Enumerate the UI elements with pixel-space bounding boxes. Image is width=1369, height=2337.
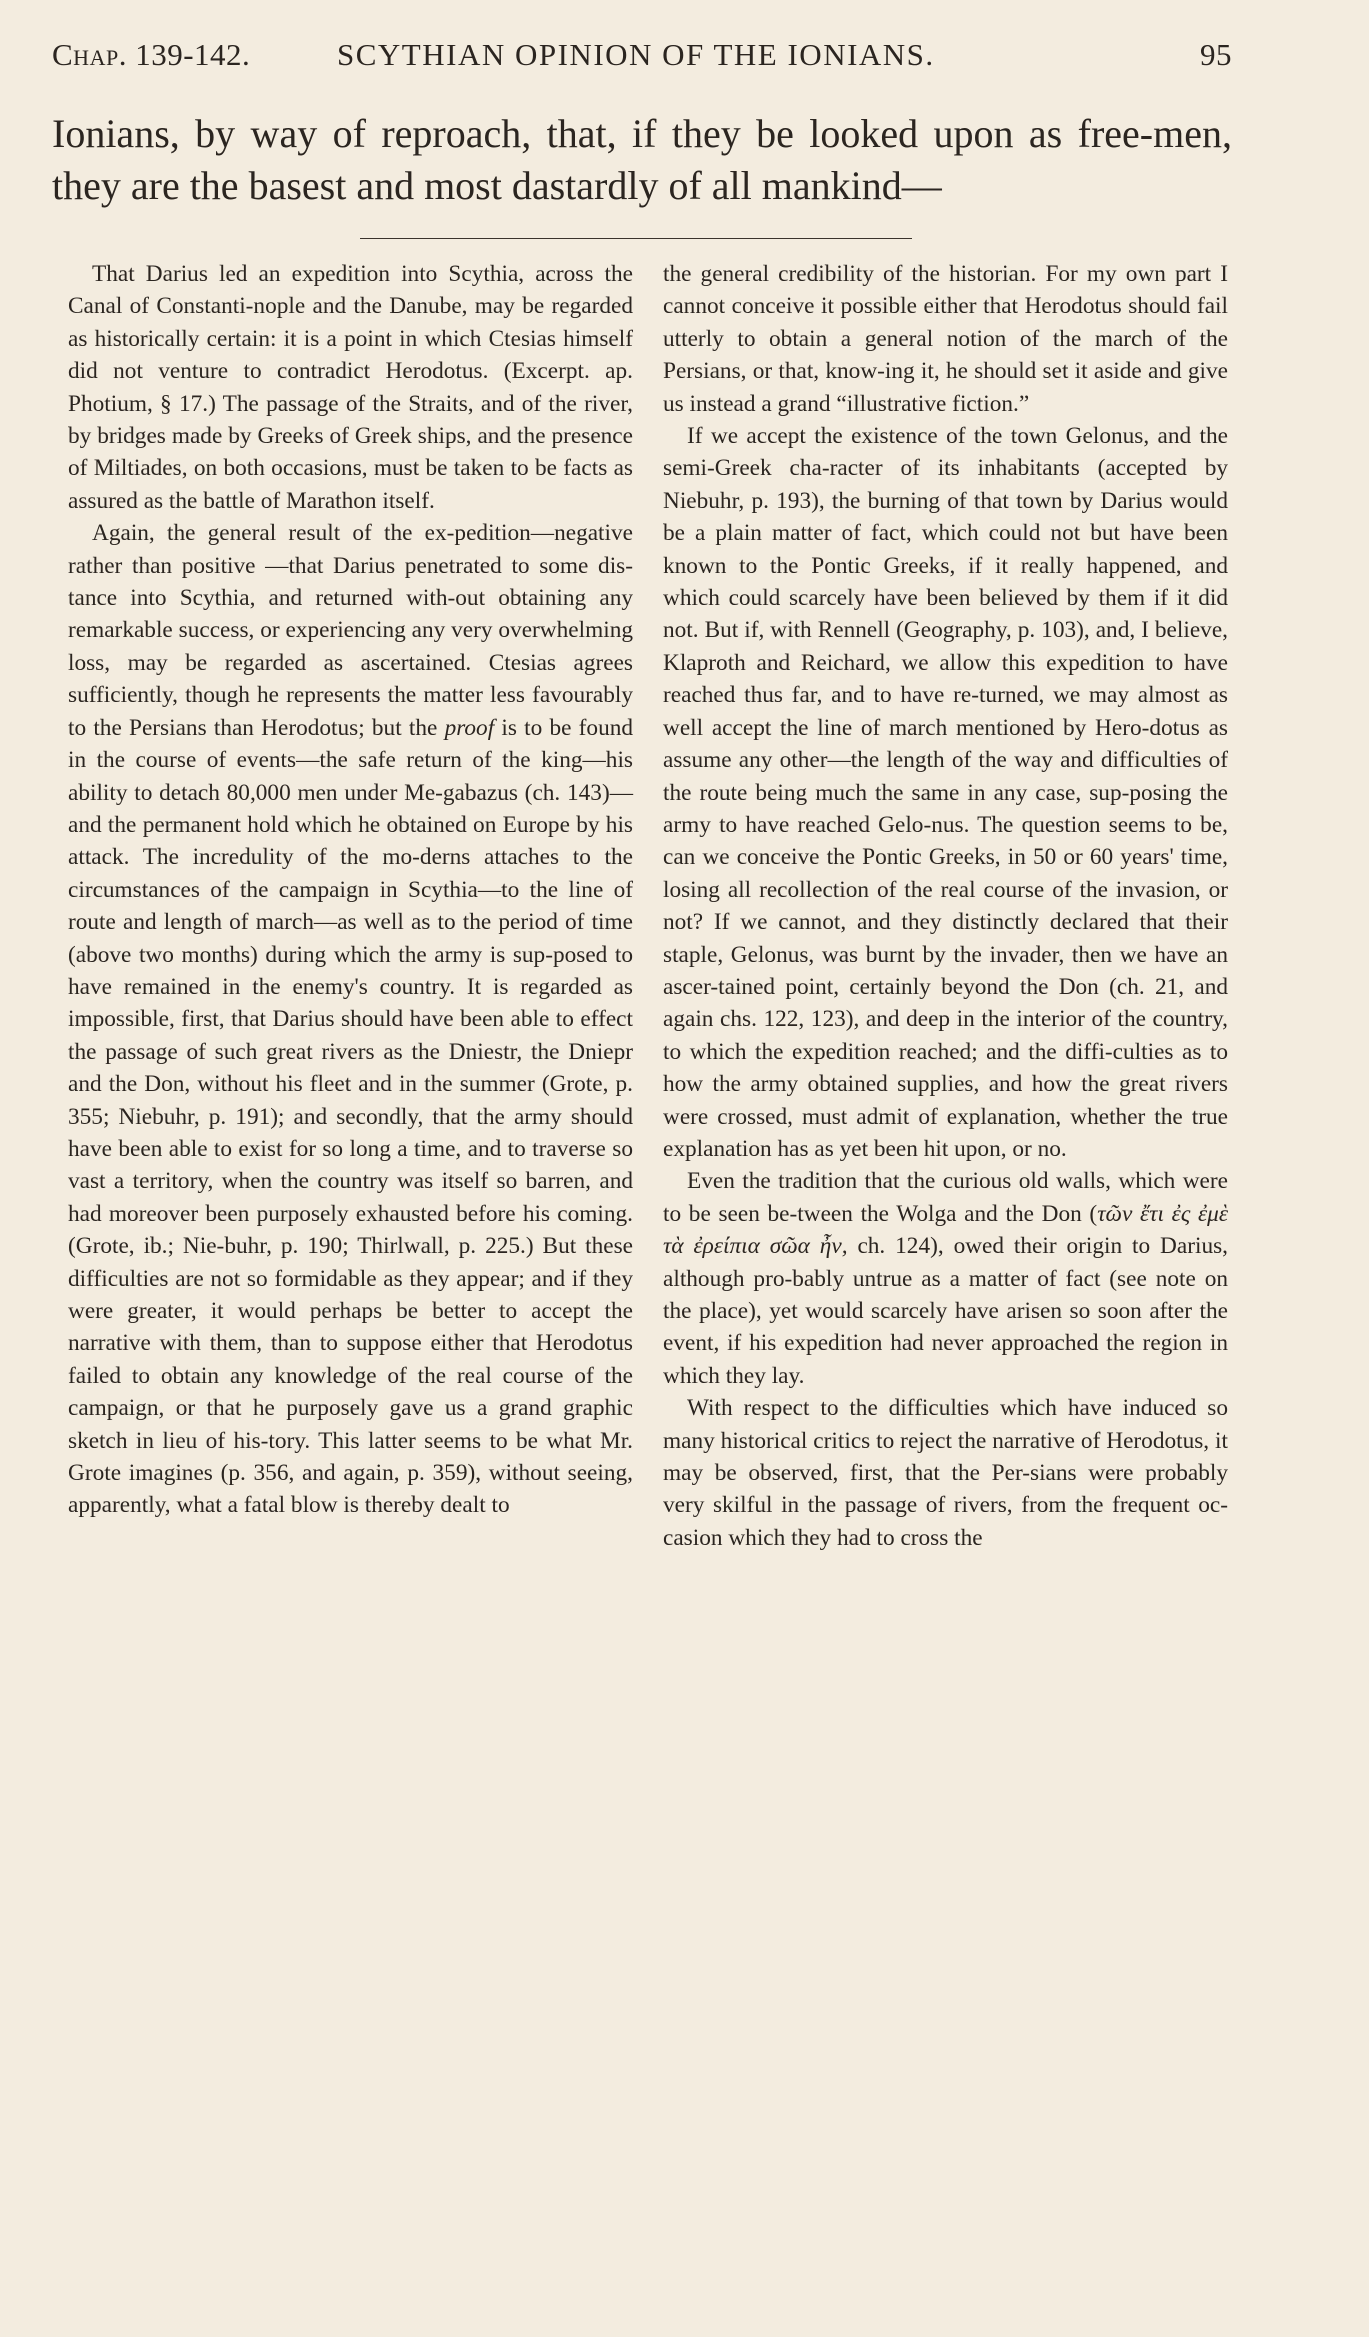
italic-emphasis: proof <box>444 714 495 741</box>
running-title: SCYTHIAN OPINION OF THE IONIANS. <box>337 37 935 72</box>
note-text: ch. 124), owed their origin to Darius, although pro-bably untrue as a matter of fact (see note on the place), yet would scarcely have arisen so soon after the event, if his expedition had never approached the region in which they lay. <box>663 1233 1228 1389</box>
footnote-column-right <box>663 258 1228 1554</box>
footnote-column-left <box>68 258 633 1522</box>
greek-quotation: τῶν ἔτι ἐς ἐμὲ τὰ ἐρείπια σῶα ἦν, <box>663 1200 1229 1260</box>
note-paragraph: That Darius led an expedition into Scythia, across the Canal of Constanti-nople and the Danube, may be regarded as historically certain: it is a point in which Ctesias himself did not venture to contradict Herodotus. (Excerpt. ap. Photium, § 17.) The passage of the Straits, and of the river, by bridges made by Greeks of Greek ships, and the presence of Miltiades, on both occasions, must be taken to be facts as assured as the battle of Marathon itself. <box>68 261 633 514</box>
note-paragraph <box>68 517 633 1522</box>
page-number: 95 <box>1200 37 1232 72</box>
note-paragraph <box>663 1165 1228 1392</box>
note-paragraph: If we accept the existence of the town Gelonus, and the semi-Greek cha-racter of its inhabitants (accepted by Niebuhr, p. 193), the burning of that town by Darius would be a plain matter of fact, which could not but have been known to the Pontic Greeks, if it really happened, and which could scarcely have been believed by them if it did not. But if, with Rennell (Geography, p. 103), and, I believe, Klaproth and Reichard, we allow this expedition to have reached thus far, and to have re-turned, we may almost as well accept the line of march mentioned by Hero-dotus as assume any other—the length of the way and difficulties of the route being much the same in any case, sup-posing the army to have reached Gelo-nus. The question seems to be, can we conceive the Pontic Greeks, in 50 or 60 years' time, losing all recollection of the real course of the invasion, or not? If we cannot, and they distinctly declared that their staple, Gelonus, was burnt by the invader, then we have an ascer-tained point, certainly beyond the Don (ch. 21, and again chs. 122, 123), and deep in the interior of the country, to which the expedition reached; and the diffi-culties as to how the army obtained supplies, and how the great rivers were crossed, must admit of explanation, whether the true explanation has as yet been hit upon, or no. <box>663 423 1228 1162</box>
note-paragraph: With respect to the difficulties which have induced so many historical critics to reject the narrative of Herodotus, it may be observed, first, that the Per-sians were probably very skilful in the passage of rivers, from the frequent oc-casion which they had to cross the <box>663 1395 1228 1551</box>
running-head <box>52 30 1232 80</box>
note-text: Again, the general result of the ex-pedition—negative rather than positive —that Darius penetrated to some dis-tance into Scythia, and returned with-out obtaining any remarkable success, or experiencing any very overwhelming loss, may be regarded as ascertained. Ctesias agrees sufficiently, though he represents the matter less favourably to the Persians than Herodotus; but the <box>68 520 633 741</box>
section-divider <box>360 238 912 239</box>
chapter-reference: Chap. 139-142. <box>52 37 251 72</box>
main-text: Ionians, by way of reproach, that, if they be looked upon as free-men, they are the basest and most dastardly of all mankind— <box>52 111 1232 208</box>
note-paragraph: the general credibility of the historian. For my own part I cannot conceive it possible either that Herodotus should fail utterly to obtain a general notion of the march of the Persians, or that, know-ing it, he should set it aside and give us instead a grand “illustrative fiction.” <box>663 261 1228 417</box>
note-text: is to be found in the course of events—the safe return of the king—his ability to detach 80,000 men under Me-gabazus (ch. 143)—and the permanent hold which he obtained on Europe by his attack. The incredulity of the mo-derns attaches to the circumstances of the campaign in Scythia—to the line of route and length of march—as well as to the period of time (above two months) during which the army is sup-posed to have remained in the enemy's country. It is regarded as impossible, first, that Darius should have been able to effect the passage of such great rivers as the Dniestr, the Dniepr and the Don, without his fleet and in the summer (Grote, p. 355; Niebuhr, p. 191); and secondly, that the army should have been able to exist for so long a time, and to traverse so vast a territory, when the country was itself so barren, and had moreover been purposely exhausted before his coming. (Grote, ib.; Nie-buhr, p. 190; Thirlwall, p. 225.) But these difficulties are not so formidable as they appear; and if they were greater, it would perhaps be better to accept the narrative with them, than to suppose either that Herodotus failed to obtain any knowledge of the real course of the campaign, or that he purposely gave us a grand graphic sketch in lieu of his-tory. This latter seems to be what Mr. Grote imagines (p. 356, and again, p. 359), without seeing, apparently, what a fatal blow is thereby dealt to <box>68 714 634 1519</box>
note-text: Even the tradition that the curious old walls, which were to be seen be-tween the Wolga and the Don ( <box>663 1168 1228 1227</box>
